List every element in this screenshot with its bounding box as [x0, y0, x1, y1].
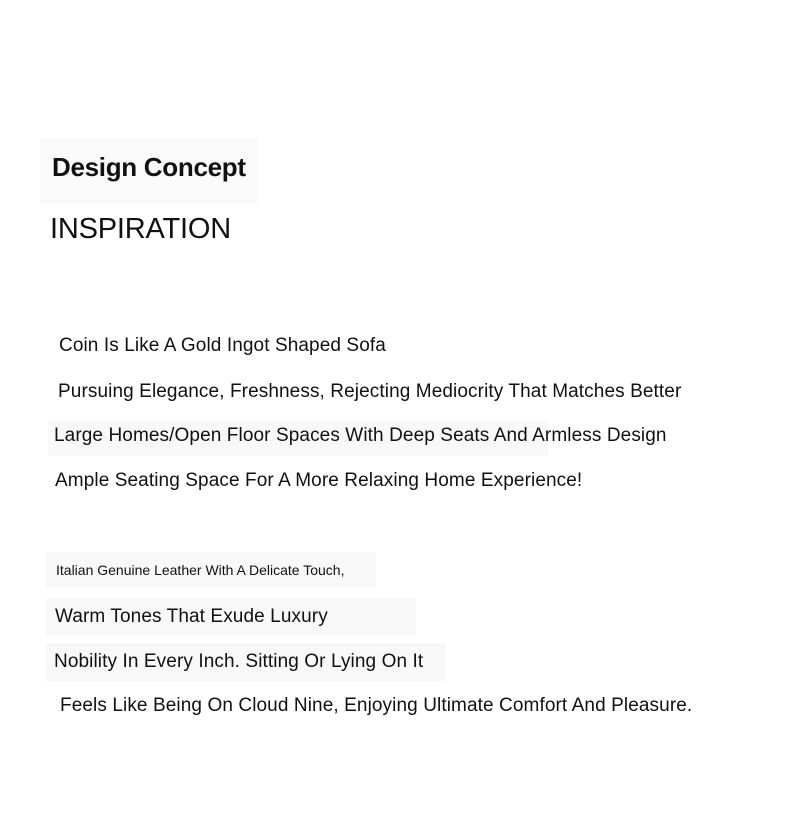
description-line: Warm Tones That Exude Luxury	[55, 606, 328, 627]
description-line: Feels Like Being On Cloud Nine, Enjoying Ultimate Comfort And Pleasure.	[60, 695, 693, 716]
description-line: Italian Genuine Leather With A Delicate Touch,	[56, 562, 345, 578]
description-line: Coin Is Like A Gold Ingot Shaped Sofa	[59, 335, 386, 356]
description-line: Nobility In Every Inch. Sitting Or Lying On It	[54, 651, 424, 672]
page-title: Design Concept	[52, 152, 246, 182]
description-line: Ample Seating Space For A More Relaxing Home Experience!	[55, 470, 583, 491]
description-line: Large Homes/Open Floor Spaces With Deep Seats And Armless Design	[54, 425, 667, 446]
page-subtitle: INSPIRATION	[50, 213, 231, 245]
description-line: Pursuing Elegance, Freshness, Rejecting Mediocrity That Matches Better	[58, 381, 682, 402]
